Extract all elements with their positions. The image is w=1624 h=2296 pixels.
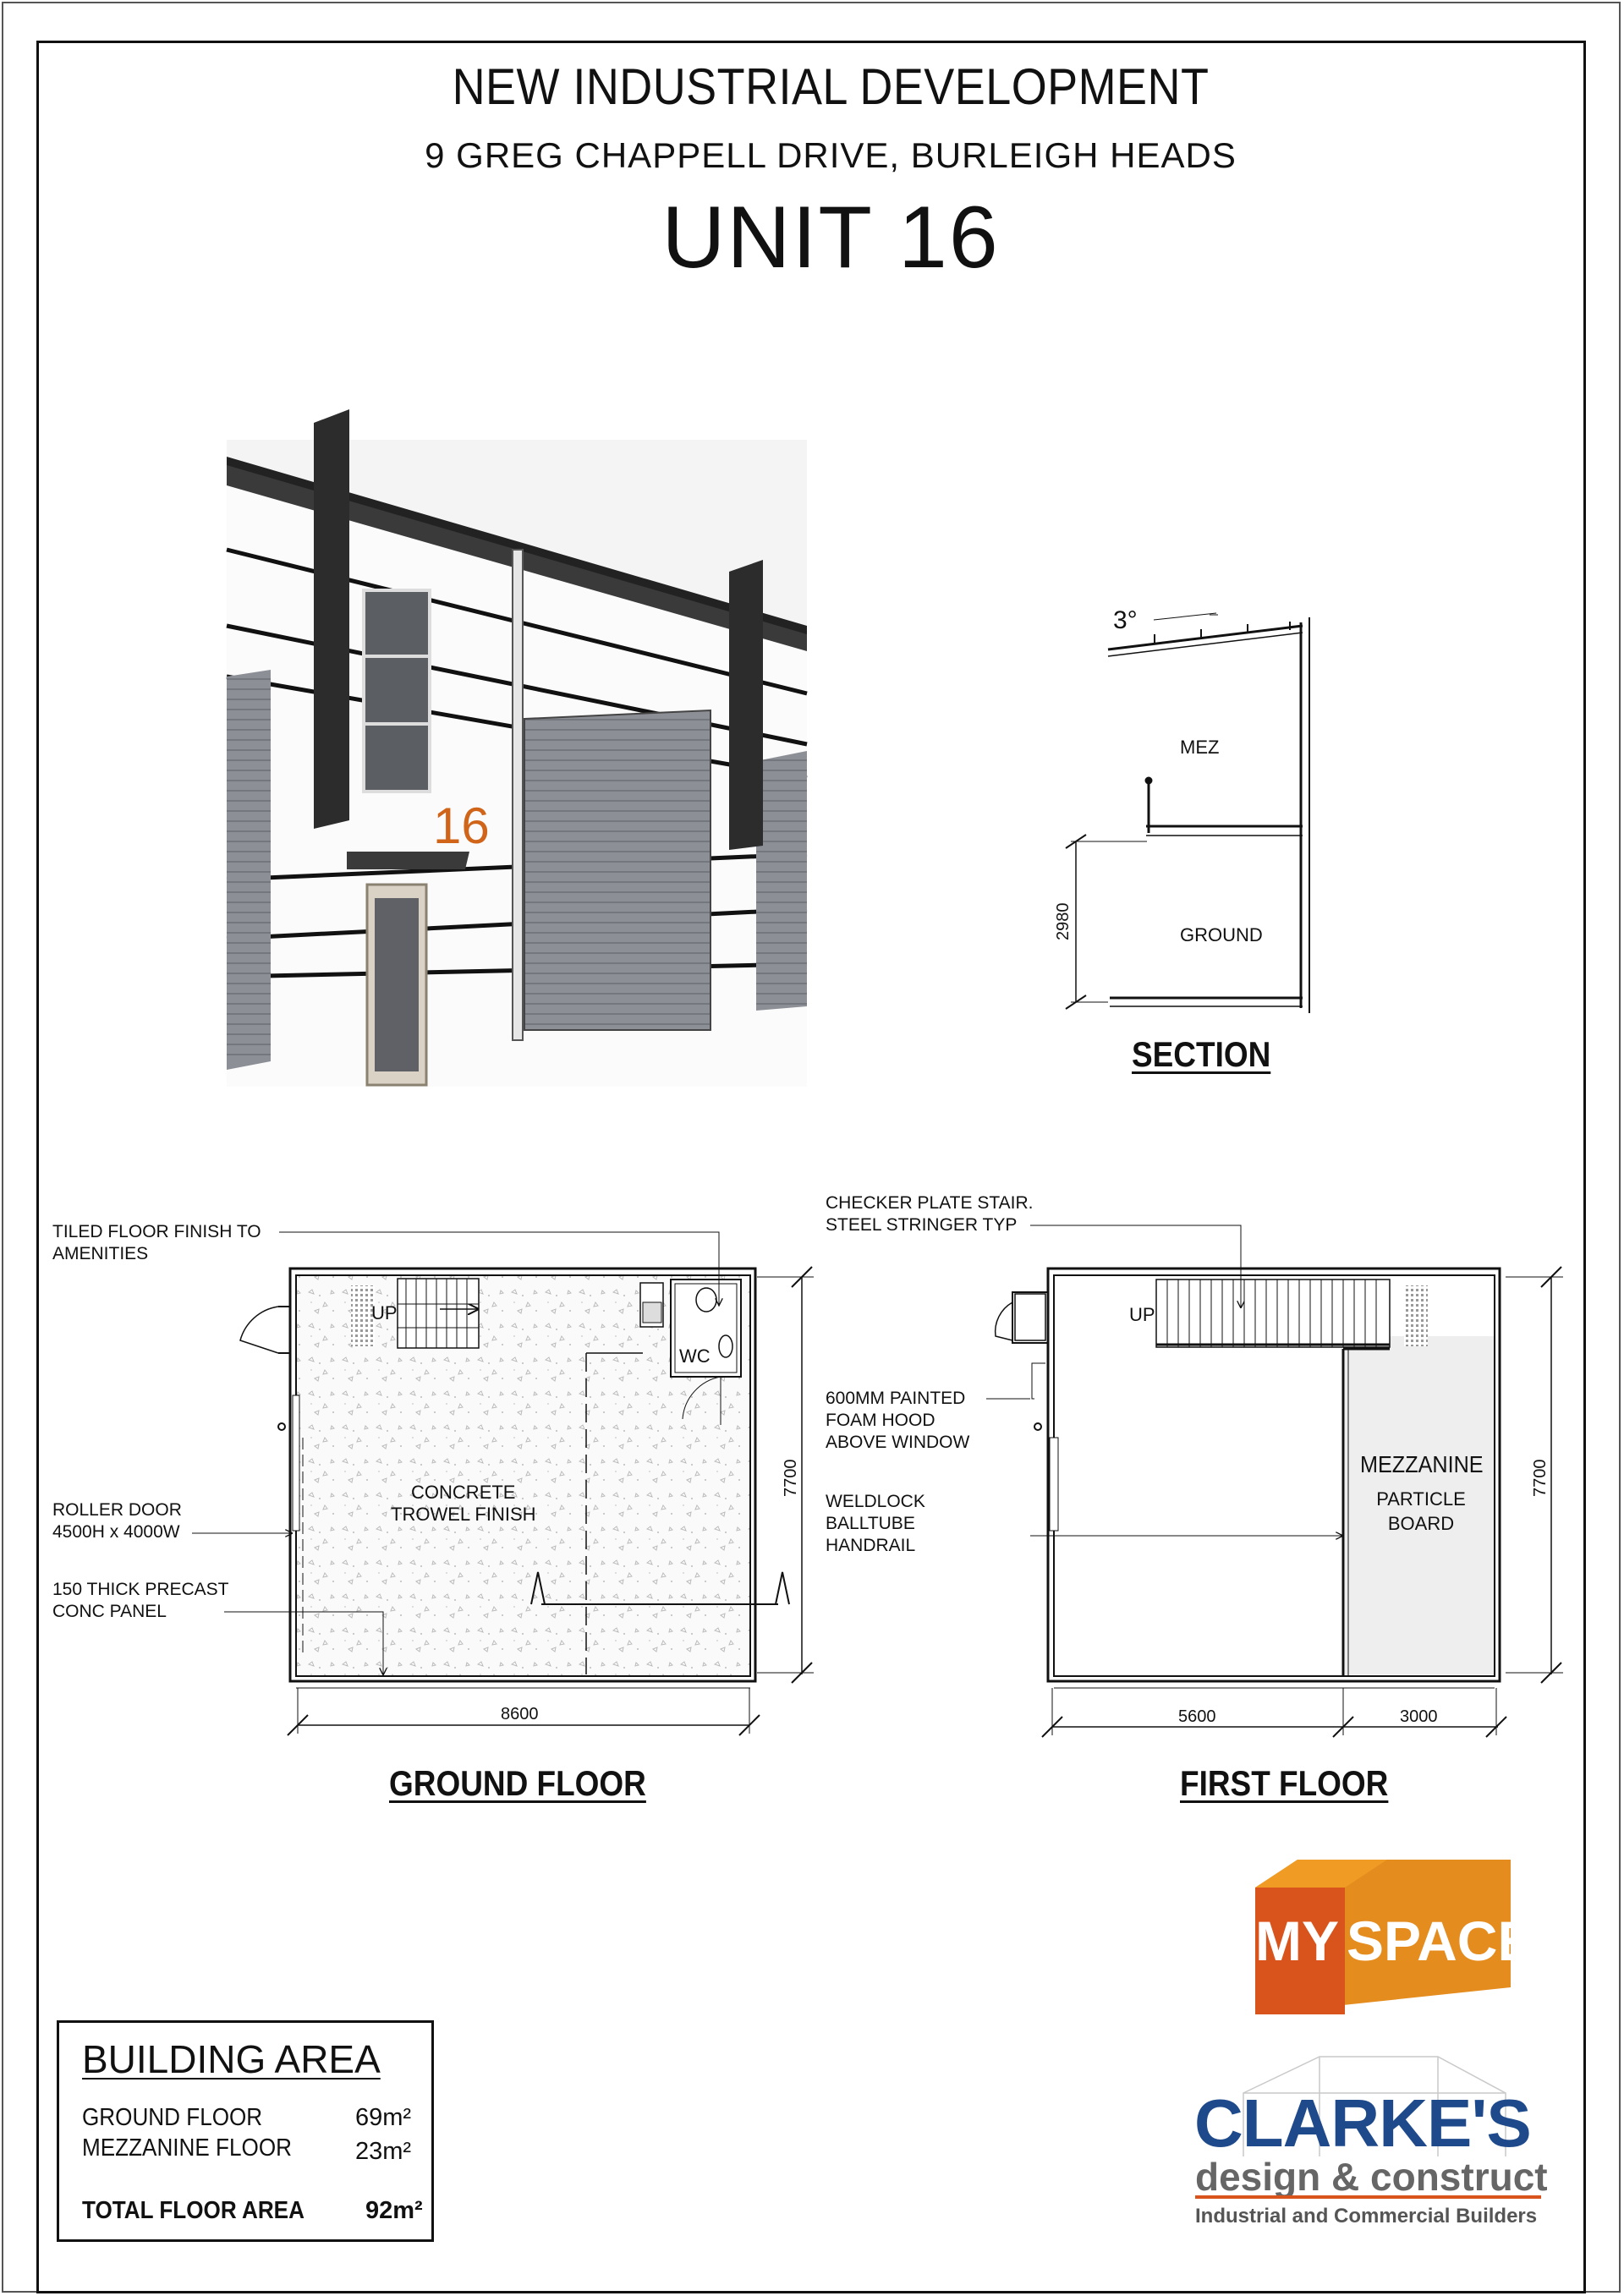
section-roof-pitch: 3° [1113,606,1138,634]
note-hood: 600MM PAINTED FOAM HOOD ABOVE WINDOW [826,1389,970,1452]
project-title: NEW INDUSTRIAL DEVELOPMENT [452,58,1210,115]
area-row-label: GROUND FLOOR [82,2104,263,2131]
area-row-value: 23m² [355,2138,412,2165]
ff-dim-left: 5600 [1178,1707,1216,1726]
gf-depth-dim: 7700 [782,1459,800,1497]
facade-render [227,409,807,1087]
note-handrail: WELDLOCK BALLTUBE HANDRAIL [826,1492,925,1555]
clarkes-tagline: Industrial and Commercial Builders [1195,2205,1538,2228]
gf-wc-label: WC [679,1345,710,1367]
note-precast-panel: 150 THICK PRECAST CONC PANEL [52,1580,229,1621]
ff-depth-dim: 7700 [1531,1459,1550,1497]
section-title: SECTION [1132,1034,1271,1074]
ff-dim-right: 3000 [1400,1707,1438,1726]
unit-number-sign: 16 [433,797,490,854]
first-floor-plan [986,1225,1563,1737]
gf-width-dim: 8600 [501,1705,539,1723]
area-total-label: TOTAL FLOOR AREA [82,2197,304,2224]
section-mez-label: MEZ [1180,737,1220,758]
area-row-value: 69m² [355,2104,412,2131]
myspace-my: MY [1255,1910,1339,1972]
area-row-label: MEZZANINE FLOOR [82,2134,292,2162]
section-ground-label: GROUND [1180,924,1263,945]
note-roller-door: ROLLER DOOR 4500H x 4000W [52,1500,182,1542]
area-total-value: 92m² [365,2197,423,2224]
gf-up-label: UP [371,1302,398,1323]
ff-mezzanine-label: MEZZANINE [1360,1451,1484,1477]
note-stair: CHECKER PLATE STAIR. STEEL STRINGER TYP [826,1193,1034,1235]
note-tiled-floor: TILED FLOOR FINISH TO AMENITIES [52,1222,261,1263]
building-area-title: BUILDING AREA [82,2037,381,2081]
unit-title: UNIT 16 [661,189,1000,287]
gf-finish-label: CONCRETE TROWEL FINISH [391,1482,536,1525]
myspace-logo [1255,1860,1535,2014]
project-address: 9 GREG CHAPPELL DRIVE, BURLEIGH HEADS [425,135,1237,175]
ff-up-label: UP [1129,1304,1155,1325]
clarkes-sub: design & construct [1195,2155,1548,2199]
first-floor-title: FIRST FLOOR [1180,1763,1389,1803]
building-area-table [57,2020,434,2242]
ground-floor-title: GROUND FLOOR [389,1763,646,1803]
ff-mezzanine-sub: PARTICLE BOARD [1376,1488,1466,1534]
clarkes-name: CLARKE'S [1194,2085,1531,2161]
section-drawing [1066,613,1309,1013]
myspace-space: SPACE [1347,1910,1535,1972]
clarkes-logo [1194,2057,1548,2228]
section-height-dim: 2980 [1054,902,1073,940]
